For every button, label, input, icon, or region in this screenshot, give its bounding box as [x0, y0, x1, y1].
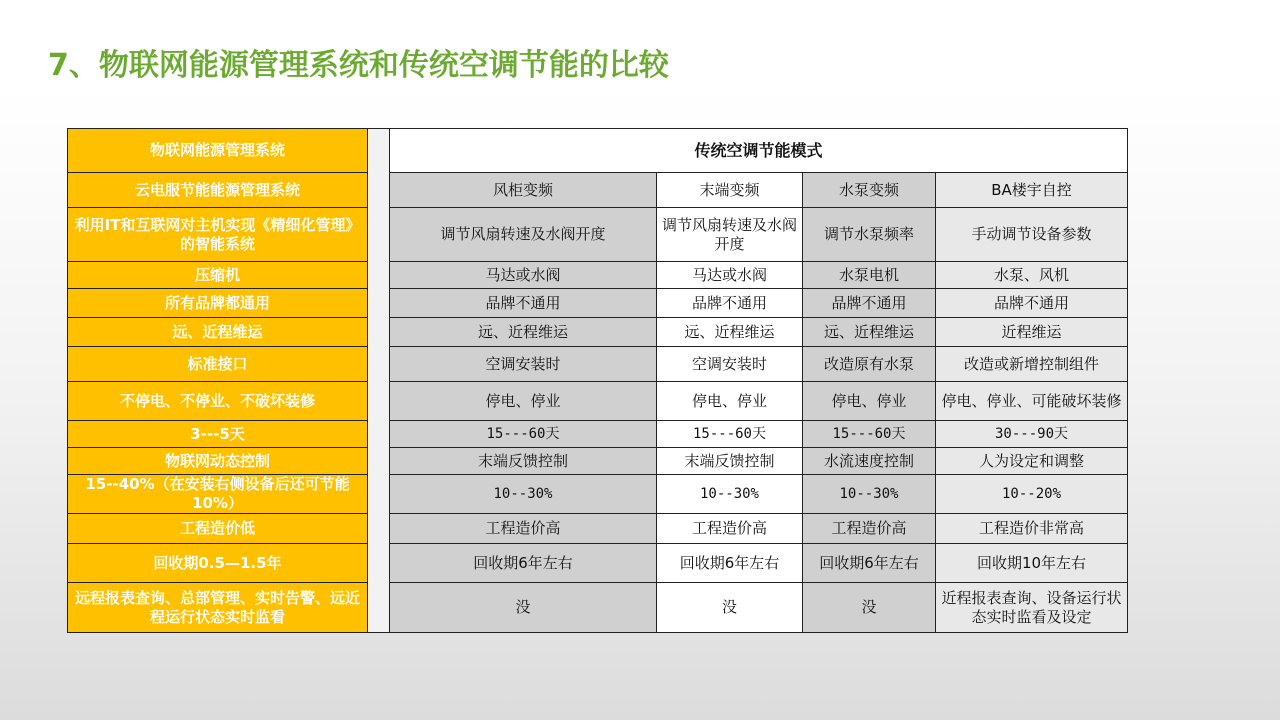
row-cell: 品牌不通用 [803, 289, 936, 318]
row-cell: 调节风扇转速及水阀开度 [657, 208, 803, 262]
table-row [68, 382, 1128, 421]
row-left-cell: 压缩机 [68, 262, 368, 289]
row-left-cell: 云电服节能能源管理系统 [68, 173, 368, 208]
row-cell: 水泵、风机 [936, 262, 1128, 289]
row-cell: 品牌不通用 [936, 289, 1128, 318]
row-cell: 远、近程维运 [803, 318, 936, 347]
row-cell: 工程造价高 [657, 514, 803, 544]
table-row [68, 544, 1128, 583]
row-cell: BA楼宇自控 [936, 173, 1128, 208]
row-left-cell: 利用IT和互联网对主机实现《精细化管理》的智能系统 [68, 208, 368, 262]
row-cell: 没 [657, 583, 803, 633]
row-cell: 风柜变频 [390, 173, 657, 208]
row-cell: 手动调节设备参数 [936, 208, 1128, 262]
row-left-cell: 远程报表查询、总部管理、实时告警、远近程运行状态实时监看 [68, 583, 368, 633]
row-cell: 停电、停业、可能破坏装修 [936, 382, 1128, 421]
table-row [68, 475, 1128, 514]
row-cell: 品牌不通用 [657, 289, 803, 318]
row-cell: 空调安装时 [657, 347, 803, 382]
table-row [68, 318, 1128, 347]
row-left-cell: 回收期0.5—1.5年 [68, 544, 368, 583]
row-cell: 末端变频 [657, 173, 803, 208]
row-cell: 工程造价非常高 [936, 514, 1128, 544]
row-cell: 10--30% [657, 475, 803, 514]
row-cell: 停电、停业 [657, 382, 803, 421]
row-cell: 品牌不通用 [390, 289, 657, 318]
row-cell: 末端反馈控制 [390, 448, 657, 475]
row-cell: 改造原有水泵 [803, 347, 936, 382]
row-cell: 水流速度控制 [803, 448, 936, 475]
table-row [68, 347, 1128, 382]
row-cell: 近程报表查询、设备运行状态实时监看及设定 [936, 583, 1128, 633]
iot-system-header: 物联网能源管理系统 [68, 129, 368, 173]
table-row [68, 448, 1128, 475]
slide-title: 7、物联网能源管理系统和传统空调节能的比较 [48, 48, 669, 83]
row-cell: 没 [803, 583, 936, 633]
row-left-cell: 工程造价低 [68, 514, 368, 544]
row-cell: 水泵电机 [803, 262, 936, 289]
row-left-cell: 远、近程维运 [68, 318, 368, 347]
row-cell: 马达或水阀 [657, 262, 803, 289]
row-cell: 停电、停业 [803, 382, 936, 421]
row-left-cell: 所有品牌都通用 [68, 289, 368, 318]
row-cell: 马达或水阀 [390, 262, 657, 289]
row-cell: 末端反馈控制 [657, 448, 803, 475]
row-cell: 工程造价高 [390, 514, 657, 544]
row-cell: 近程维运 [936, 318, 1128, 347]
traditional-mode-header: 传统空调节能模式 [390, 129, 1128, 173]
row-cell: 10--30% [390, 475, 657, 514]
row-cell: 15---60天 [657, 421, 803, 448]
row-cell: 人为设定和调整 [936, 448, 1128, 475]
row-cell: 15---60天 [390, 421, 657, 448]
table-row [68, 173, 1128, 208]
row-cell: 回收期6年左右 [803, 544, 936, 583]
table-header-row [68, 129, 1128, 173]
row-cell: 调节水泵频率 [803, 208, 936, 262]
row-cell: 15---60天 [803, 421, 936, 448]
table-row [68, 208, 1128, 262]
row-left-cell: 3---5天 [68, 421, 368, 448]
table-row [68, 583, 1128, 633]
row-cell: 改造或新增控制组件 [936, 347, 1128, 382]
table-row [68, 289, 1128, 318]
row-cell: 30---90天 [936, 421, 1128, 448]
row-cell: 10--20% [936, 475, 1128, 514]
row-cell: 停电、停业 [390, 382, 657, 421]
row-cell: 空调安装时 [390, 347, 657, 382]
column-gap [368, 129, 390, 633]
row-cell: 调节风扇转速及水阀开度 [390, 208, 657, 262]
row-cell: 回收期6年左右 [390, 544, 657, 583]
row-left-cell: 不停电、不停业、不破坏装修 [68, 382, 368, 421]
table-row [68, 514, 1128, 544]
row-cell: 水泵变频 [803, 173, 936, 208]
row-cell: 远、近程维运 [390, 318, 657, 347]
row-cell: 回收期6年左右 [657, 544, 803, 583]
row-left-cell: 标准接口 [68, 347, 368, 382]
table-row [68, 262, 1128, 289]
row-left-cell: 15--40%（在安装右侧设备后还可节能10%） [68, 475, 368, 514]
row-cell: 回收期10年左右 [936, 544, 1128, 583]
table-row [68, 421, 1128, 448]
row-cell: 远、近程维运 [657, 318, 803, 347]
row-left-cell: 物联网动态控制 [68, 448, 368, 475]
row-cell: 没 [390, 583, 657, 633]
comparison-table [67, 128, 1128, 633]
row-cell: 工程造价高 [803, 514, 936, 544]
row-cell: 10--30% [803, 475, 936, 514]
